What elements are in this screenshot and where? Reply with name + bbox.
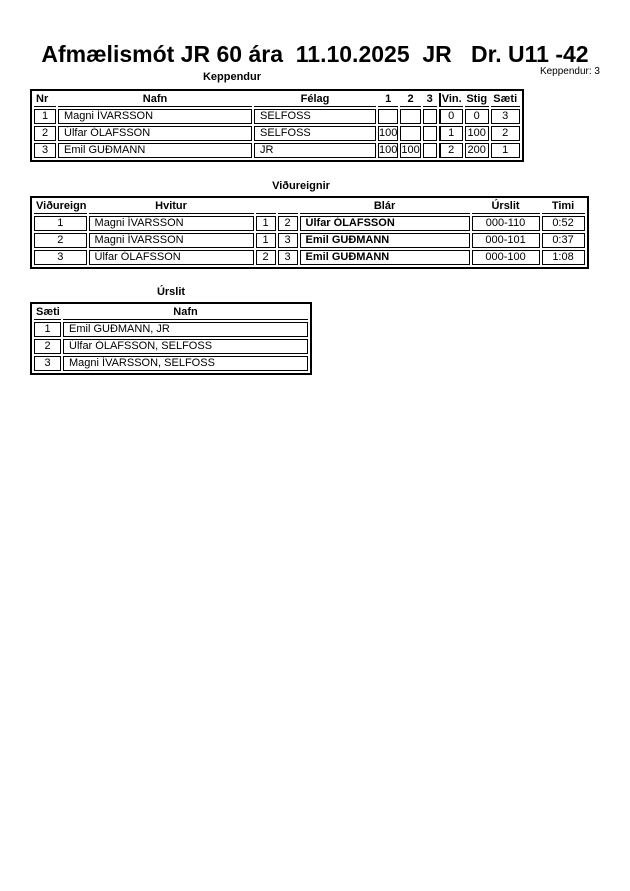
cell-saeti: 3 [491, 109, 520, 124]
cell-nr: 1 [34, 109, 56, 124]
section-title-keppendur: Keppendur [202, 71, 262, 83]
cell-felag: JR [254, 143, 376, 158]
cell-round2: 100 [401, 144, 420, 156]
cell-felag: SELFOSS [254, 109, 376, 124]
cell-round1: 100 [379, 127, 398, 139]
cell-name-club: Emil GUÐMANN, JR [63, 322, 308, 337]
cell-white-nr: 2 [256, 250, 276, 265]
table-row [34, 339, 308, 354]
section-title-vidureignir: Viðureignir [272, 180, 330, 192]
cell-felag: SELFOSS [254, 126, 376, 141]
cell-saeti: 2 [491, 126, 520, 141]
col-header-blar: Blár [300, 200, 470, 214]
cell-stig: 200 [465, 143, 489, 158]
cell-name-club: Úlfar ÓLAFSSON, SELFOSS [63, 339, 308, 354]
cell-nr: 2 [34, 126, 56, 141]
cell-round3 [423, 109, 437, 124]
cell-round1 [378, 109, 398, 124]
cell-white-name: Magni ÍVARSSON [89, 233, 254, 248]
table-row [34, 250, 585, 265]
cell-white-name: Úlfar ÓLAFSSON [89, 250, 254, 265]
cell-nr: 3 [34, 143, 56, 158]
cell-white-name: Magni ÍVARSSON [89, 216, 254, 231]
cell-result: 000-101 [472, 233, 540, 248]
col-header-nafn: Nafn [58, 93, 252, 107]
cell-name-club: Magni ÍVARSSON, SELFOSS [63, 356, 308, 371]
col-header-saeti: Sæti [36, 306, 60, 318]
table-header-row [34, 200, 585, 214]
cell-white-nr: 1 [256, 216, 276, 231]
cell-blue-nr: 3 [278, 250, 298, 265]
col-header-round3: 3 [423, 93, 437, 107]
cell-blue-name: Úlfar ÓLAFSSON [300, 216, 470, 231]
table-header-row [34, 306, 308, 320]
col-header-urslit: Úrslit [472, 200, 540, 214]
final-standings-table [30, 302, 312, 375]
cell-time: 0:37 [542, 233, 585, 248]
col-header-nr: Nr [34, 93, 56, 107]
col-header-blue-number [278, 200, 298, 214]
cell-time: 0:52 [542, 216, 585, 231]
cell-blue-name: Emil GUÐMANN [300, 233, 470, 248]
cell-blue-name: Emil GUÐMANN [300, 250, 470, 265]
cell-round3 [423, 143, 437, 158]
cell-match-nr: 2 [34, 233, 87, 248]
cell-vin: 0 [439, 109, 463, 124]
page-title: Afmælismót JR 60 ára 11.10.2025 JR Dr. U11 -42 [41, 41, 589, 67]
col-header-vidureign: Viðureign [36, 200, 87, 212]
cell-nafn: Magni ÍVARSSON [58, 109, 252, 124]
cell-place: 1 [34, 322, 61, 337]
cell-vin: 1 [439, 126, 463, 141]
cell-stig: 100 [465, 126, 489, 141]
cell-time: 1:08 [542, 250, 585, 265]
col-header-felag: Félag [254, 93, 376, 107]
competitor-count: Keppendur: 3 [539, 66, 600, 77]
cell-place: 2 [34, 339, 61, 354]
cell-saeti: 1 [491, 143, 520, 158]
col-header-stig: Stig [466, 93, 488, 105]
col-header-nafn: Nafn [63, 306, 308, 320]
col-header-hvitur: Hvitur [89, 200, 254, 214]
cell-match-nr: 3 [34, 250, 87, 265]
cell-white-nr: 1 [256, 233, 276, 248]
cell-blue-nr: 2 [278, 216, 298, 231]
table-header-row [34, 93, 520, 107]
cell-blue-nr: 3 [278, 233, 298, 248]
col-header-timi: Timi [542, 200, 585, 214]
table-row [34, 356, 308, 371]
cell-round1: 100 [379, 144, 398, 156]
table-row [34, 143, 520, 158]
cell-result: 000-110 [472, 216, 540, 231]
col-header-saeti: Sæti [491, 93, 520, 107]
table-row [34, 109, 520, 124]
col-header-round1: 1 [378, 93, 398, 107]
table-row [34, 322, 308, 337]
cell-round2 [400, 126, 420, 141]
cell-vin: 2 [439, 143, 463, 158]
cell-nafn: Emil GUÐMANN [58, 143, 252, 158]
cell-nafn: Úlfar ÓLAFSSON [58, 126, 252, 141]
table-row [34, 233, 585, 248]
cell-round3 [423, 126, 437, 141]
cell-place: 3 [34, 356, 61, 371]
col-header-round2: 2 [400, 93, 420, 107]
table-row [34, 216, 585, 231]
cell-round2 [400, 109, 420, 124]
col-header-white-number [256, 200, 276, 214]
col-header-vin: Vin. [439, 93, 463, 107]
competitors-table [30, 89, 524, 162]
table-row [34, 126, 520, 141]
cell-stig: 0 [465, 109, 489, 124]
matches-table [30, 196, 589, 269]
cell-result: 000-100 [472, 250, 540, 265]
cell-match-nr: 1 [34, 216, 87, 231]
section-title-urslit: Úrslit [156, 286, 186, 298]
